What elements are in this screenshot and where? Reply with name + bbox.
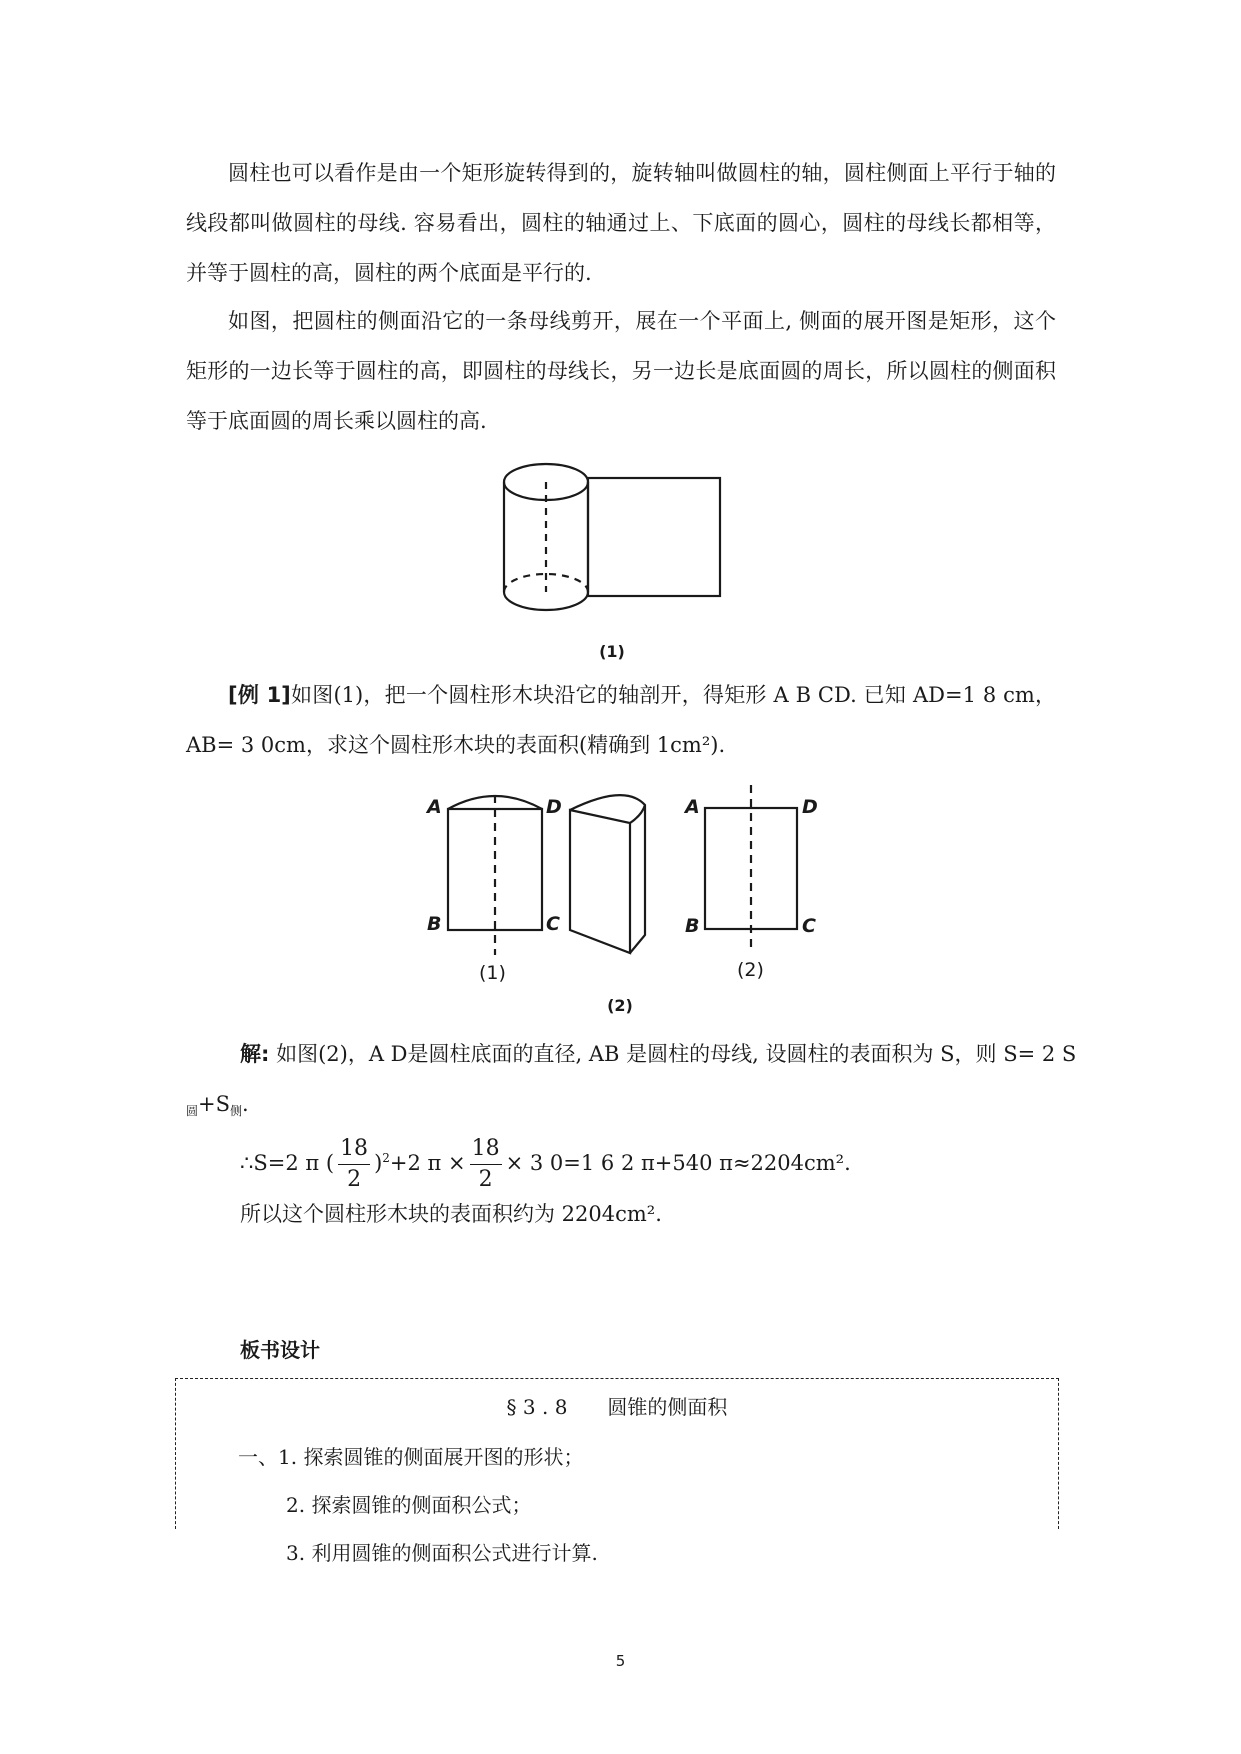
formula-paren: ): [374, 1151, 383, 1175]
fraction-2-numerator: 18: [470, 1134, 502, 1165]
point-b-1: B: [427, 913, 442, 935]
point-a-2: A: [685, 796, 700, 818]
fraction-2-denominator: 2: [478, 1167, 493, 1192]
figure1-caption: (1): [599, 642, 625, 661]
board-heading: 板书设计: [240, 1338, 320, 1362]
line2-end: .: [242, 1092, 249, 1116]
formula-line: [240, 1128, 851, 1195]
board-item-3: 3. 利用圆锥的侧面积公式进行计算.: [286, 1541, 598, 1565]
board-item-2: 2. 探索圆锥的侧面积公式；: [286, 1493, 532, 1517]
lateral-surface-rectangle: [588, 478, 720, 596]
figure2-sub2-label: (2): [737, 959, 764, 981]
figure2-sub1-label: (1): [479, 962, 506, 984]
point-c-2: C: [802, 915, 816, 937]
formula-square: 2: [382, 1151, 390, 1165]
solution-text: 如图(2)，A D是圆柱底面的直径, AB 是圆柱的母线, 设圆柱的表面积为 S，则 S= 2 S: [269, 1042, 1077, 1066]
conclusion-line: 所以这个圆柱形木块的表面积约为 2204cm².: [240, 1202, 662, 1226]
page-number: 5: [615, 1652, 626, 1670]
fraction-1: [338, 1134, 370, 1195]
paragraph-lateral-development: 如图，把圆柱的侧面沿它的一条母线剪开，展在一个平面上, 侧面的展开图是矩形，这个矩形的一边长等于圆柱的高，即圆柱的母线长，另一边长是底面圆的周长，所以圆柱的侧面积等于底面圆的周长乘以圆柱的高.: [186, 309, 1056, 433]
fraction-1-numerator: 18: [338, 1134, 370, 1165]
example-text: 如图(1)，把一个圆柱形木块沿它的轴剖开，得矩形 A B CD. 已知 AD=1 8 cm，AB= 3 0cm，求这个圆柱形木块的表面积(精确到 1cm²).: [186, 683, 1056, 757]
rectangle-abcd-2: [705, 808, 797, 929]
subscript-circle: 圆: [186, 1104, 199, 1118]
solution-line-2: [186, 1084, 249, 1131]
half-cylinder-face: [570, 810, 630, 953]
cylinder-bottom-front-arc: [504, 592, 588, 610]
half-cylinder-top-edge: [630, 805, 645, 823]
solution-label: 解:: [240, 1042, 270, 1066]
board-item-1: 一、1. 探索圆锥的侧面展开图的形状；: [238, 1445, 584, 1469]
solution-line-1: [240, 1034, 1076, 1074]
paragraph-cylinder-rotation: 圆柱也可以看作是由一个矩形旋转得到的，旋转轴叫做圆柱的轴，圆柱侧面上平行于轴的线段都叫做圆柱的母线. 容易看出，圆柱的轴通过上、下底面的圆心，圆柱的母线长都相等，并等于圆柱的高，圆柱的两个底面是平行的.: [186, 161, 1056, 285]
cylinder-section-figure: [420, 775, 840, 970]
point-a-1: A: [427, 796, 442, 818]
formula-start: ∴S=2 π (: [240, 1151, 335, 1175]
fraction-2: [470, 1134, 502, 1195]
formula-middle: +2 π ×: [389, 1151, 466, 1175]
subscript-side: 侧: [230, 1104, 243, 1118]
point-b-2: B: [685, 915, 700, 937]
board-title: § 3 . 8 圆锥的侧面积: [506, 1395, 728, 1419]
fraction-1-denominator: 2: [347, 1167, 362, 1192]
plus-s: +S: [198, 1092, 230, 1116]
point-c-1: C: [546, 913, 560, 935]
figure2-caption: (2): [607, 996, 633, 1015]
example-paragraph: [186, 670, 1056, 770]
point-d-2: D: [802, 796, 818, 818]
formula-end: × 3 0=1 6 2 π+540 π≈2204cm².: [505, 1151, 851, 1175]
board-box: [175, 1378, 1059, 1565]
point-d-1: D: [546, 796, 562, 818]
example-label: [例 1]: [228, 683, 291, 707]
cylinder-net-figure: [500, 450, 740, 640]
